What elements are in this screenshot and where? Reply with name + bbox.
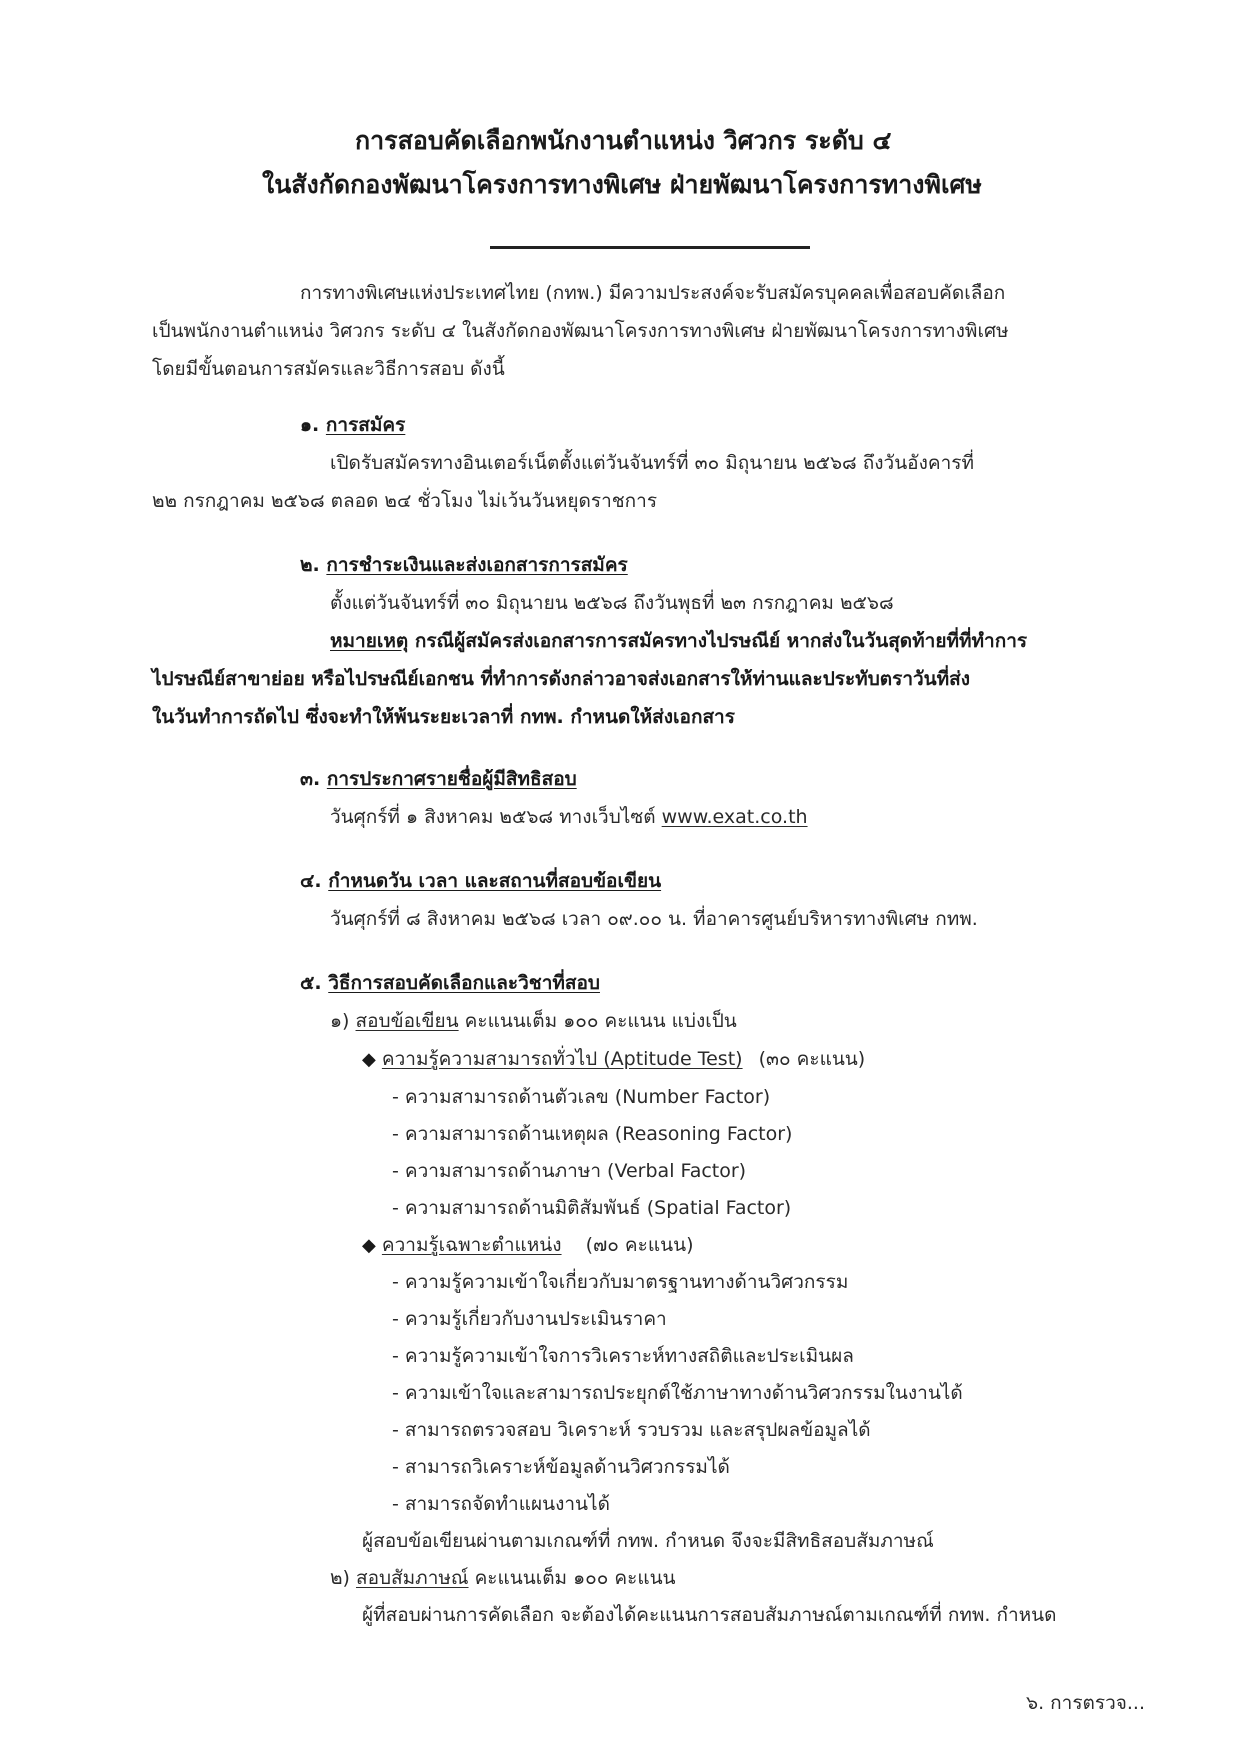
aptitude-item: - ความสามารถด้านมิติสัมพันธ์ (Spatial Factor) — [392, 1197, 792, 1219]
specific-knowledge-item: - สามารถตรวจสอบ วิเคราะห์ รวบรวม และสรุปผลข้อมูลได้ — [392, 1419, 871, 1441]
section-1-line-2: ๒๒ กรกฎาคม ๒๕๖๘ ตลอด ๒๔ ชั่วโมง ไม่เว้นวันหยุดราชการ — [152, 490, 658, 512]
continuation-marker: ๖. การตรวจ... — [1026, 1692, 1145, 1714]
section-5-number: ๕. — [300, 972, 322, 994]
title-divider — [490, 246, 810, 249]
intro-line-2: เป็นพนักงานตำแหน่ง วิศวกร ระดับ ๔ ในสังกัดกองพัฒนาโครงการทางพิเศษ ฝ่ายพัฒนาโครงการทางพิเศษ — [152, 320, 1009, 342]
section-2-number: ๒. — [300, 554, 320, 576]
aptitude-item: - ความสามารถด้านภาษา (Verbal Factor) — [392, 1160, 747, 1182]
written-pass-note: ผู้สอบข้อเขียนผ่านตามเกณฑ์ที่ กทพ. กำหนด จึงจะมีสิทธิสอบสัมภาษณ์ — [362, 1530, 934, 1552]
aptitude-label: ความรู้ความสามารถทั่วไป (Aptitude Test) — [381, 1048, 743, 1070]
exat-website-link[interactable]: www.exat.co.th — [661, 806, 808, 828]
specific-knowledge-item: - ความรู้เกี่ยวกับงานประเมินราคา — [392, 1308, 667, 1330]
section-2-line-1: ตั้งแต่วันจันทร์ที่ ๓๐ มิถุนายน ๒๕๖๘ ถึงวันพุธที่ ๒๓ กรกฎาคม ๒๕๖๘ — [330, 592, 894, 614]
section-2-note-line-2: ไปรษณีย์สาขาย่อย หรือไปรษณีย์เอกชน ที่ทำการดังกล่าวอาจส่งเอกสารให้ท่านและประทับตราวันที่ส่ง — [152, 668, 971, 690]
interview-line — [330, 1565, 676, 1591]
written-exam-number: ๑) — [330, 1010, 350, 1032]
section-4-heading — [300, 868, 661, 894]
interview-note: ผู้ที่สอบผ่านการคัดเลือก จะต้องได้คะแนนการสอบสัมภาษณ์ตามเกณฑ์ที่ กทพ. กำหนด — [362, 1604, 1057, 1626]
interview-number: ๒) — [330, 1567, 350, 1589]
note-label: หมายเหตุ — [330, 630, 409, 652]
specific-knowledge-item: - ความรู้ความเข้าใจเกี่ยวกับมาตรฐานทางด้านวิศวกรรม — [392, 1271, 849, 1293]
specific-knowledge-item: - สามารถจัดทำแผนงานได้ — [392, 1493, 610, 1515]
section-1-heading — [300, 412, 405, 438]
aptitude-item: - ความสามารถด้านเหตุผล (Reasoning Factor) — [392, 1123, 793, 1145]
section-1-title: การสมัคร — [325, 414, 406, 436]
specific-knowledge-bullet-line — [362, 1232, 693, 1259]
diamond-bullet-icon: ◆ — [362, 1235, 376, 1256]
section-4-title: กำหนดวัน เวลา และสถานที่สอบข้อเขียน — [328, 870, 662, 892]
section-5-title: วิธีการสอบคัดเลือกและวิชาที่สอบ — [328, 972, 600, 994]
document-title-line-2: ในสังกัดกองพัฒนาโครงการทางพิเศษ ฝ่ายพัฒนาโครงการทางพิเศษ — [262, 170, 982, 199]
diamond-bullet-icon: ◆ — [362, 1049, 376, 1070]
section-1-number: ๑. — [300, 414, 320, 436]
aptitude-item: - ความสามารถด้านตัวเลข (Number Factor) — [392, 1086, 771, 1108]
specific-knowledge-item: - ความรู้ความเข้าใจการวิเคราะห์ทางสถิติและประเมินผล — [392, 1345, 854, 1367]
interview-score: คะแนนเต็ม ๑๐๐ คะแนน — [474, 1567, 676, 1589]
section-4-number: ๔. — [300, 870, 322, 892]
section-2-heading — [300, 552, 628, 578]
section-3-text: วันศุกร์ที่ ๑ สิงหาคม ๒๕๖๘ ทางเว็บไซต์ — [330, 806, 656, 828]
interview-label: สอบสัมภาษณ์ — [355, 1567, 469, 1589]
section-5-heading — [300, 970, 600, 996]
specific-knowledge-score: (๗๐ คะแนน) — [585, 1234, 694, 1256]
written-exam-line — [330, 1008, 737, 1034]
aptitude-bullet-line — [362, 1046, 865, 1073]
section-3-heading — [300, 766, 577, 792]
intro-line-1: การทางพิเศษแห่งประเทศไทย (กทพ.) มีความประสงค์จะรับสมัครบุคคลเพื่อสอบคัดเลือก — [300, 282, 1006, 304]
section-4-line: วันศุกร์ที่ ๘ สิงหาคม ๒๕๖๘ เวลา ๐๙.๐๐ น. ที่อาคารศูนย์บริหารทางพิเศษ กทพ. — [330, 908, 978, 930]
section-2-note-line-1 — [330, 628, 1027, 654]
section-1-line-1: เปิดรับสมัครทางอินเตอร์เน็ตตั้งแต่วันจันทร์ที่ ๓๐ มิถุนายน ๒๕๖๘ ถึงวันอังคารที่ — [330, 452, 974, 474]
written-exam-label: สอบข้อเขียน — [355, 1010, 459, 1032]
specific-knowledge-item: - ความเข้าใจและสามารถประยุกต์ใช้ภาษาทางด้านวิศวกรรมในงานได้ — [392, 1382, 963, 1404]
written-exam-score: คะแนนเต็ม ๑๐๐ คะแนน แบ่งเป็น — [464, 1010, 737, 1032]
specific-knowledge-item: - สามารถวิเคราะห์ข้อมูลด้านวิศวกรรมได้ — [392, 1456, 730, 1478]
specific-knowledge-label: ความรู้เฉพาะตำแหน่ง — [381, 1234, 562, 1256]
section-3-line — [330, 804, 808, 830]
section-2-title: การชำระเงินและส่งเอกสารการสมัคร — [326, 554, 628, 576]
intro-line-3: โดยมีขั้นตอนการสมัครและวิธีการสอบ ดังนี้ — [152, 358, 505, 380]
aptitude-score: (๓๐ คะแนน) — [758, 1048, 866, 1070]
section-2-note-line-3: ในวันทำการถัดไป ซึ่งจะทำให้พ้นระยะเวลาที่ กทพ. กำหนดให้ส่งเอกสาร — [152, 706, 735, 728]
section-3-number: ๓. — [300, 768, 321, 790]
section-3-title: การประกาศรายชื่อผู้มีสิทธิสอบ — [326, 768, 577, 790]
document-title-line-1: การสอบคัดเลือกพนักงานตำแหน่ง วิศวกร ระดับ ๔ — [355, 126, 892, 155]
note-text: กรณีผู้สมัครส่งเอกสารการสมัครทางไปรษณีย์ หากส่งในวันสุดท้ายที่ที่ทำการ — [414, 630, 1028, 652]
